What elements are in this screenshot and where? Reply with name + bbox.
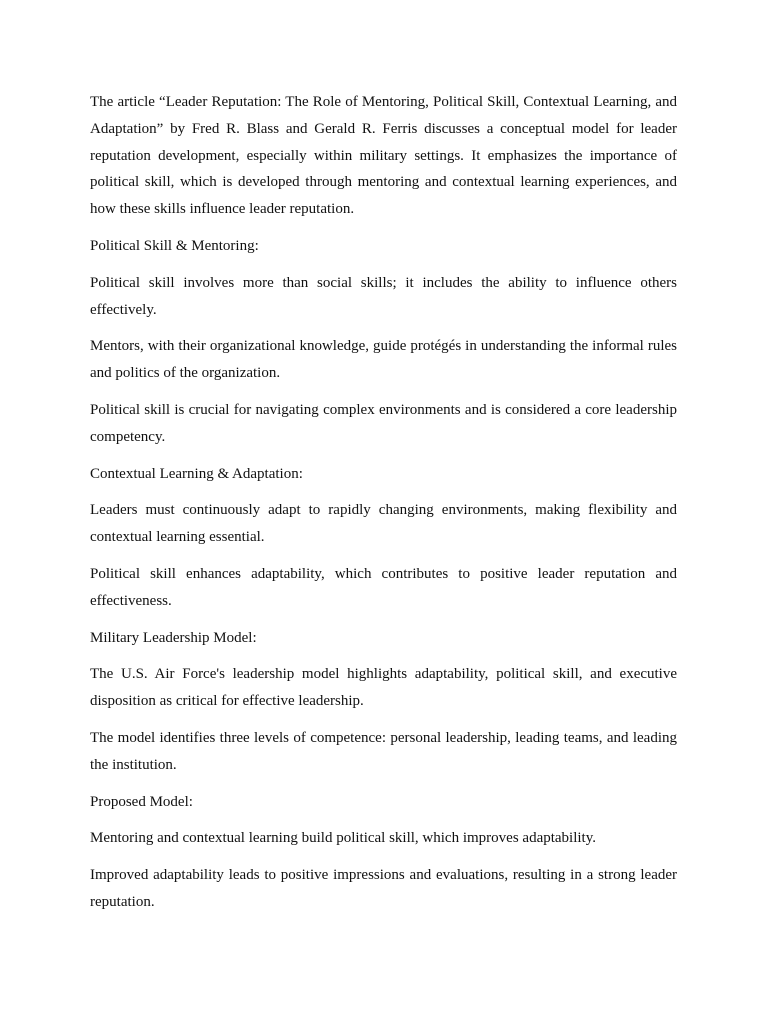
section-heading-military-leadership-model: Military Leadership Model:	[90, 629, 257, 646]
paragraph: The model identifies three levels of competence: personal leadership, leading teams, and leading the institution.	[90, 729, 677, 773]
section-heading-political-skill-mentoring: Political Skill & Mentoring:	[90, 237, 259, 254]
paragraph: Mentors, with their organizational knowledge, guide protégés in understanding the informal rules and politics of the organization.	[90, 338, 677, 382]
intro-paragraph: The article “Leader Reputation: The Role of Mentoring, Political Skill, Contextual Learning, and Adaptation” by Fred R. Blass and Gerald R. Ferris discusses a conceptual model for leader reputation development, especially within military settings. It emphasizes the importance of political skill, which is developed through mentoring and contextual learning experiences, and how these skills influence leader reputation.	[90, 94, 677, 218]
paragraph: Political skill involves more than social skills; it includes the ability to influence others effectively.	[90, 274, 677, 318]
paragraph: The U.S. Air Force's leadership model highlights adaptability, political skill, and executive disposition as critical for effective leadership.	[90, 666, 677, 710]
paragraph: Political skill is crucial for navigating complex environments and is considered a core leadership competency.	[90, 401, 677, 445]
paragraph: Political skill enhances adaptability, which contributes to positive leader reputation and effectiveness.	[90, 565, 677, 609]
paragraph: Improved adaptability leads to positive impressions and evaluations, resulting in a strong leader reputation.	[90, 867, 677, 910]
document-page	[90, 89, 677, 926]
section-heading-proposed-model: Proposed Model:	[90, 793, 193, 810]
paragraph: Mentoring and contextual learning build political skill, which improves adaptability.	[90, 830, 597, 847]
paragraph: Leaders must continuously adapt to rapidly changing environments, making flexibility and contextual learning essential.	[90, 502, 677, 546]
section-heading-contextual-learning-adaptation: Contextual Learning & Adaptation:	[90, 465, 303, 482]
